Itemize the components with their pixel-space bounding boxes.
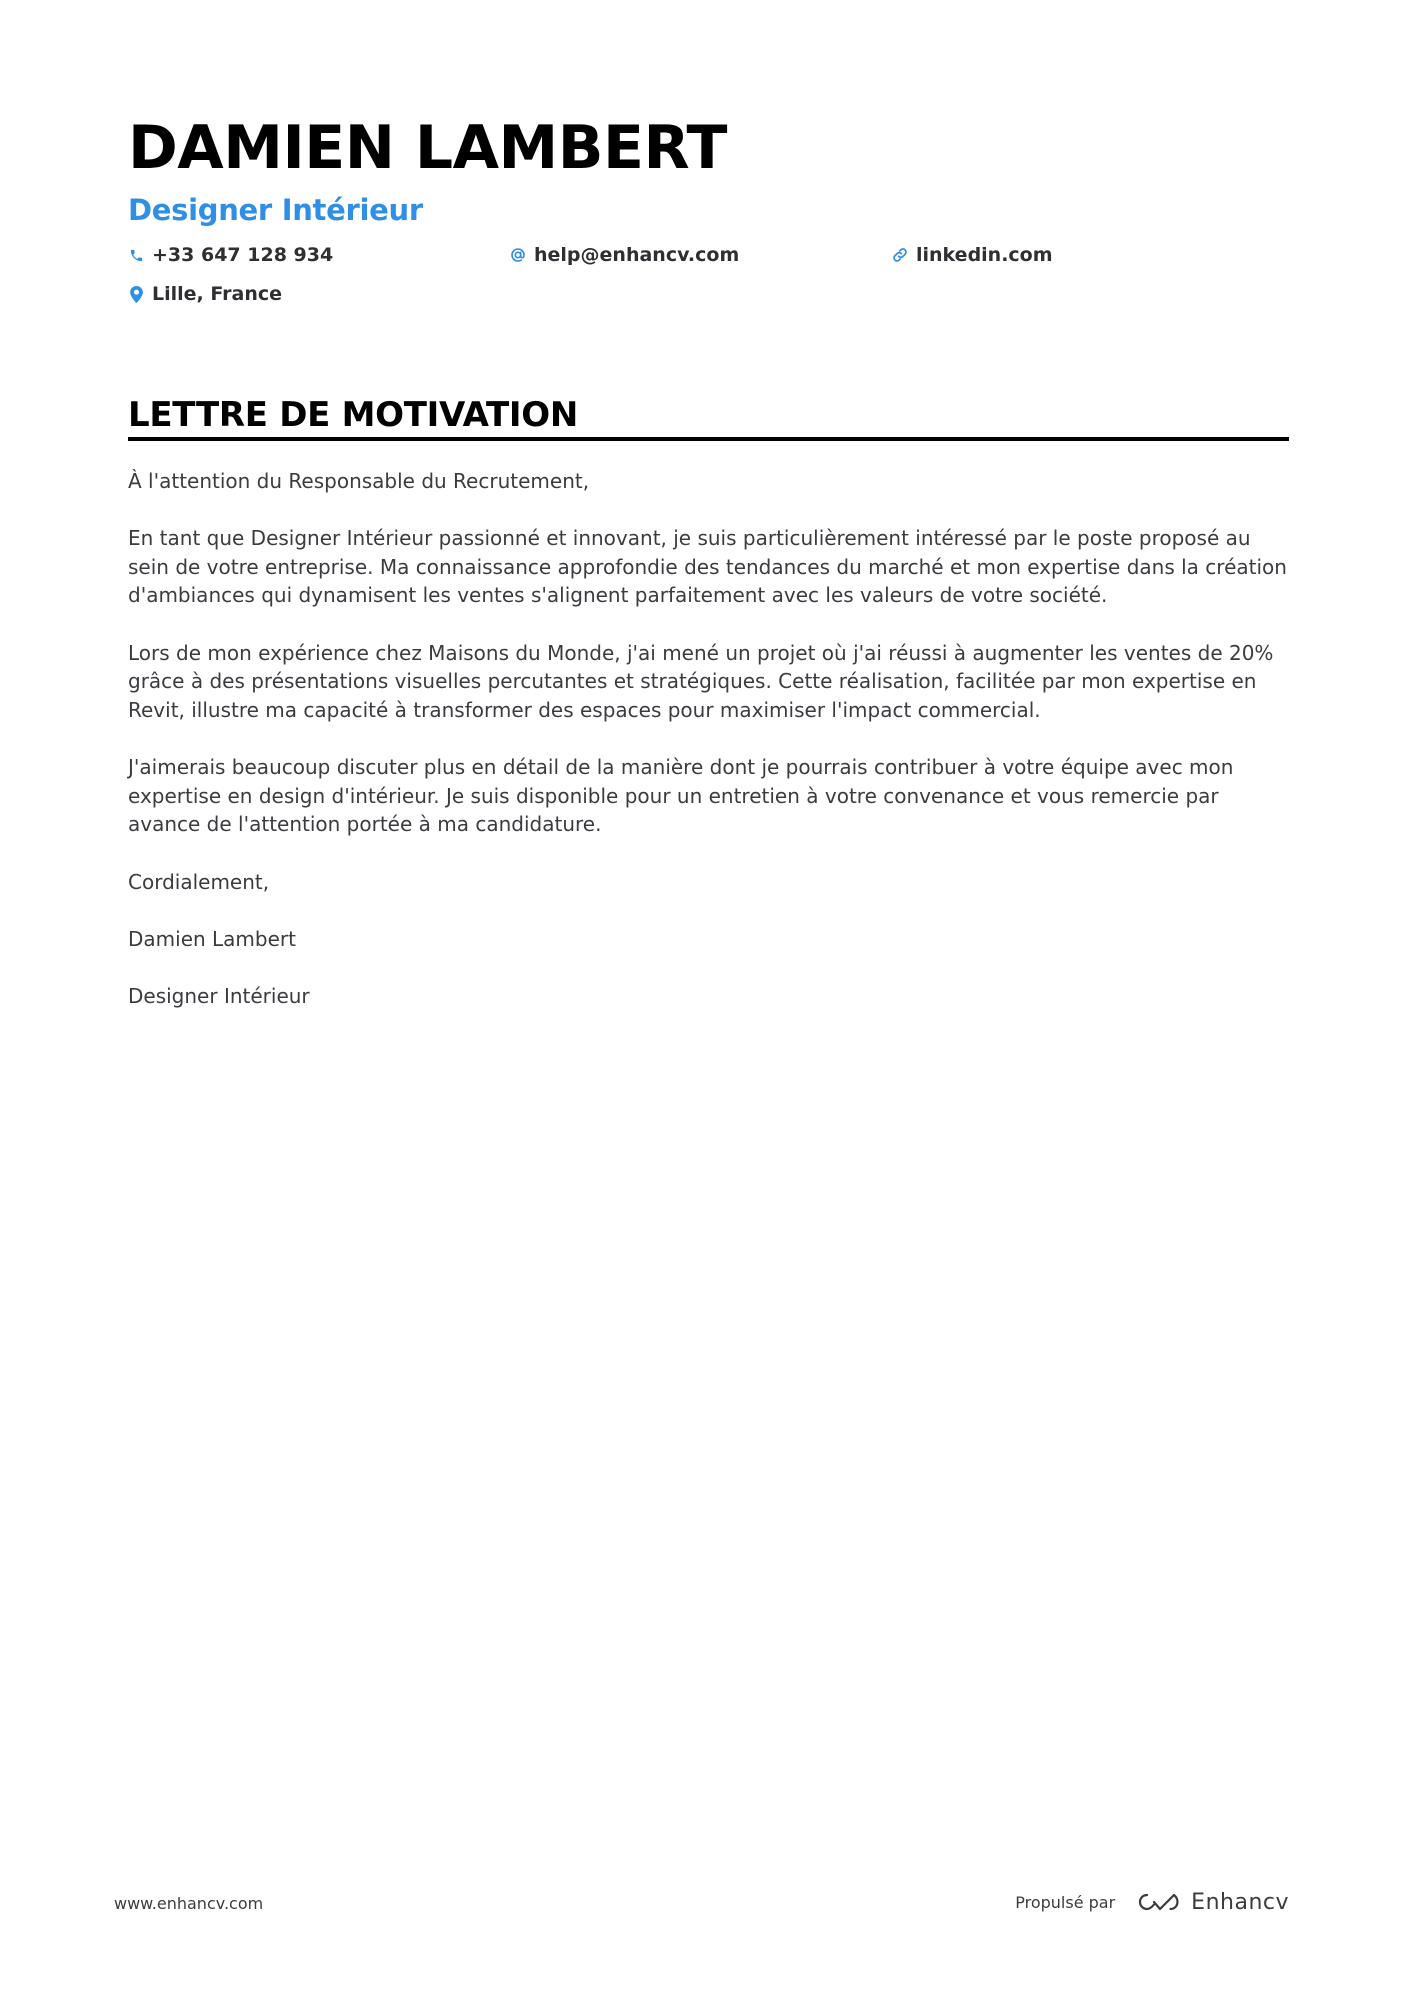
contact-link[interactable] [892,241,1053,269]
brand-name: Enhancv [1191,1889,1289,1915]
letter-paragraph-3: J'aimerais beaucoup discuter plus en détail de la manière dont je pourrais contribuer à votre équipe avec mon expertise en design d'intérieur. Je suis disponible pour un entretien à votre convenance et vous remercie par avance de l'attention portée à ma candidature. [128,755,1234,837]
letter-salutation: À l'attention du Responsable du Recrutement, [128,469,590,493]
contact-location [128,280,282,308]
phone-icon [128,246,144,264]
contact-phone [128,241,333,269]
letter-signature-title: Designer Intérieur [128,984,310,1009]
letter-signature-name: Damien Lambert [128,926,296,951]
powered-by-label: Propulsé par [1015,1892,1116,1912]
section-divider [128,437,1289,441]
link-icon [892,246,908,264]
letter-body [128,467,1289,1040]
section-title: LETTRE DE MOTIVATION [128,395,579,435]
enhancv-logo-icon [1135,1890,1181,1914]
contact-location-text: Lille, France [152,283,282,305]
letter-closing: Cordialement, [128,869,270,894]
candidate-job-title: Designer Intérieur [128,193,423,227]
letter-paragraph-2: Lors de mon expérience chez Maisons du Monde, j'ai mené un projet où j'ai réussi à augmenter les ventes de 20% grâce à des présentations visuelles percutantes et stratégiques. Cette réalisation, facilitée par mon expertise en Revit, illustre ma capacité à transformer des espaces pour maximiser l'impact commercial. [128,640,1274,722]
contact-phone-text: +33 647 128 934 [152,244,334,266]
candidate-name: DAMIEN LAMBERT [128,113,727,183]
footer-brand[interactable] [1015,1884,1289,1920]
contact-email-text: help@enhancv.com [534,244,740,266]
at-icon [510,246,526,264]
footer-url[interactable]: www.enhancv.com [114,1894,264,1913]
letter-paragraph-1: En tant que Designer Intérieur passionné et innovant, je suis particulièrement intéressé par le poste proposé au sein de votre entreprise. Ma connaissance approfondie des tendances du marché et mon expertise dans la création d'ambiances qui dynamisent les ventes s'alignent parfaitement avec les valeurs de votre société. [128,526,1287,608]
location-pin-icon [128,285,144,303]
contact-link-text: linkedin.com [916,244,1053,266]
contact-email[interactable] [510,241,739,269]
